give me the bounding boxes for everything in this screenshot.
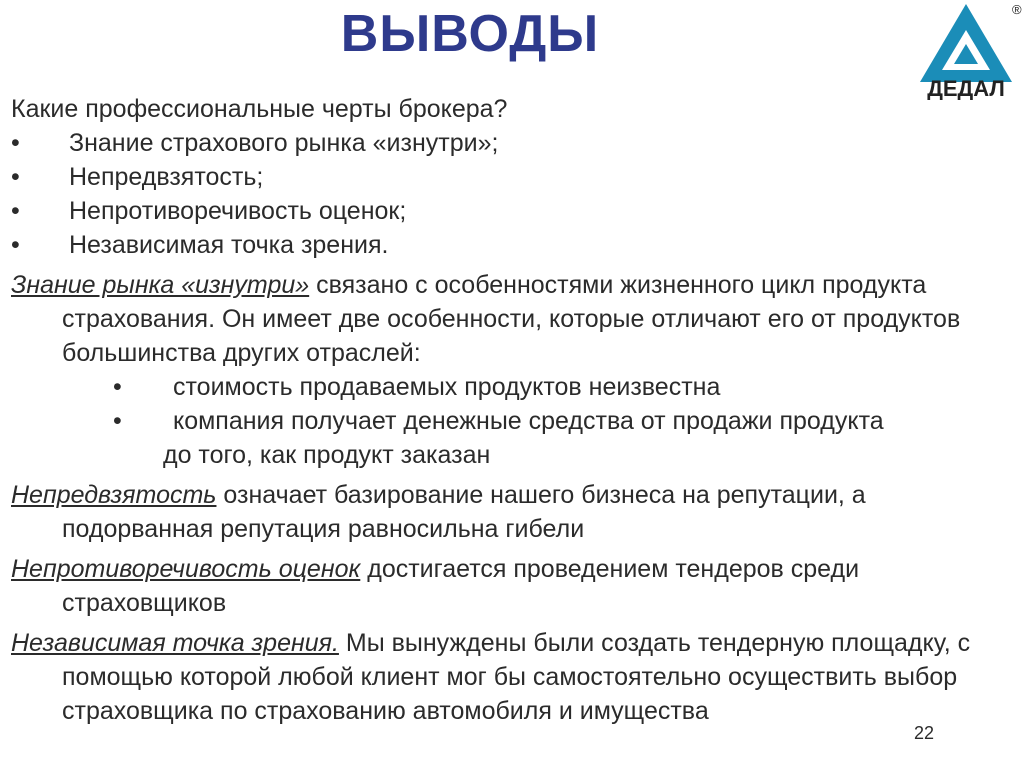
bullet-text: Непредвзятость; — [69, 163, 264, 191]
term-market: Знание рынка «изнутри» — [11, 271, 310, 299]
bullet-text: Знание страхового рынка «изнутри»; — [69, 129, 499, 157]
bullet-glyph: • — [11, 129, 20, 157]
sub-bullet-text: стоимость продаваемых продуктов неизвестна — [173, 373, 721, 401]
paragraph-text: Мы вынуждены были создать тендерную площадку, с помощью которой любой клиент мог бы самостоятельно осуществить выбор страховщика по страхованию автомобиля и имущества — [62, 629, 971, 725]
paragraph-consistency — [11, 552, 1011, 620]
list-item — [11, 194, 1011, 228]
paragraph-text: достигается проведением тендеров среди страховщиков — [62, 555, 860, 617]
sub-bullet-continuation: до того, как продукт заказан — [163, 441, 491, 469]
dedal-logo — [912, 0, 1024, 100]
bullet-text: Непротиворечивость оценок; — [69, 197, 407, 225]
bullet-glyph: • — [113, 407, 122, 435]
question-text: Какие профессиональные черты брокера? — [11, 95, 508, 123]
list-item — [11, 228, 1011, 262]
slide-title: ВЫВОДЫ — [340, 5, 600, 63]
paragraph-text: означает базирование нашего бизнеса на репутации, а подорванная репутация равносильна гибели — [62, 481, 866, 543]
bullet-text: Независимая точка зрения. — [69, 231, 389, 259]
paragraph-market — [11, 268, 1011, 370]
bullet-glyph: • — [113, 373, 122, 401]
paragraph-text: связано с особенностями жизненного цикл продукта страхования. Он имеет две особенности, которые отличают его от продуктов большинства других отраслей: — [62, 271, 961, 367]
term-independence: Независимая точка зрения. — [11, 629, 339, 657]
list-item — [11, 160, 1011, 194]
sub-list-item — [11, 370, 1011, 404]
term-consistency: Непротиворечивость оценок — [11, 555, 361, 583]
term-impartiality: Непредвзятость — [11, 481, 217, 509]
slide-content — [11, 90, 1011, 728]
registered-mark: ® — [1012, 2, 1022, 17]
paragraph-independence — [11, 626, 1011, 728]
list-item — [11, 126, 1011, 160]
bullet-glyph: • — [11, 231, 20, 259]
bullet-glyph: • — [11, 163, 20, 191]
sub-list-item — [11, 404, 1011, 438]
page-number: 22 — [914, 723, 935, 743]
paragraph-impartiality — [11, 478, 1011, 546]
sub-bullet-text: компания получает денежные средства от продажи продукта — [173, 407, 884, 435]
logo-text: ДЕДАЛ — [927, 76, 1005, 100]
bullet-glyph: • — [11, 197, 20, 225]
